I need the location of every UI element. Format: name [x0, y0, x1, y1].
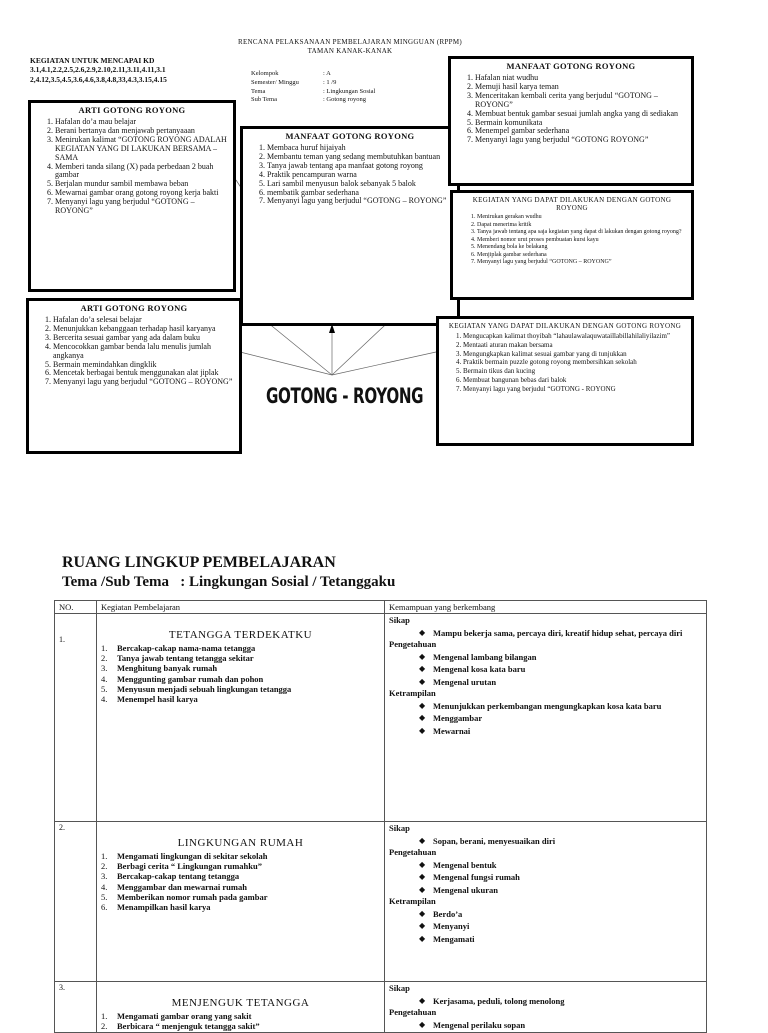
list-item: ◆ Mengenal lambang bilangan — [419, 651, 702, 663]
box-list — [249, 144, 451, 207]
row-number: 2. — [55, 822, 97, 982]
list-item: 4. Memberi tanda silang (X) pada perbedaan 2 buah gambar — [55, 163, 227, 181]
box-title: ARTI GOTONG ROYONG — [80, 303, 188, 313]
list-item: 2. Berbagi cerita “ Lingkungan rumahku” — [101, 861, 262, 872]
list-item: 4. Menempel hasil karya — [101, 693, 198, 704]
kd-line-1: 3.1,4.1,2.2,2.5,2.6,2.9,2.10,2.11,3.11,4.11,3.1 — [30, 65, 166, 75]
list-item: 1. Mengamati lingkungan di sekitar sekolah — [101, 851, 268, 861]
category-label: Pengetahuan — [389, 847, 437, 858]
list-item: 5. Menyusun menjadi sebuah lingkungan tetangga — [101, 683, 292, 694]
center-theme-title: GOTONG - ROYONG — [266, 384, 424, 408]
box-list — [457, 74, 685, 146]
table-row — [55, 614, 707, 822]
list-item: ◆ Menunjukkan perkembangan mengungkapkan kosa kata baru — [419, 700, 702, 712]
category-label: Pengetahuan — [389, 1007, 437, 1018]
box-title: MANFAAT GOTONG ROYONG — [506, 61, 636, 71]
column-header-kegiatan: Kegiatan Pembelajaran — [97, 601, 385, 614]
meta-row: Kelompok : A — [251, 70, 331, 77]
list-item: 1. Hafalan do’a selesai belajar — [53, 316, 233, 325]
list-item: ◆ Berdo’a — [419, 908, 702, 920]
list-item: 1. Mengucapkan kalimat thoyibah “lahaulawalaquwataillabillahilaliyilazim” — [463, 332, 685, 341]
list-item: 5. Bermain tikus dan kucing — [463, 367, 685, 376]
meta-row: Sub Tema : Gotong royong — [251, 96, 366, 104]
list-item: 3. Mengungkapkan kalimat sesuai gambar yang di tunjukkan — [463, 350, 685, 359]
kemampuan-cell — [385, 614, 707, 822]
list-item: 6. membatik gambar sederhana — [267, 189, 451, 198]
list-item: 7. Menyanyi lagu yang berjudul “GOTONG – ROYONG” — [267, 197, 451, 206]
column-header-no: NO. — [55, 601, 97, 614]
list-item: ◆ Sopan, berani, menyesuaikan diri — [419, 835, 702, 847]
box-list — [37, 118, 227, 216]
category-label: Sikap — [389, 615, 410, 625]
list-item: ◆ Mengenal kosa kata baru — [419, 663, 702, 675]
ruang-lingkup-table — [54, 600, 707, 1033]
box-arti-gotong-royong-2 — [26, 298, 242, 454]
list-item: 2. Memuji hasil karya teman — [475, 83, 685, 92]
activity-title: TETANGGA TERDEKATKU — [168, 629, 313, 641]
list-item: 3. Bercerita sesuai gambar yang ada dalam buku — [53, 334, 233, 343]
list-item: 7. Menyanyi lagu yang berjudul “GOTONG – ROYONG” — [55, 198, 227, 216]
connector-line — [332, 352, 436, 375]
list-item: 1. Membaca huruf hijaiyah — [267, 144, 451, 153]
list-item: ◆ Mengenal fungsi rumah — [419, 871, 702, 883]
list-item: ◆ Mengenal ukuran — [419, 884, 702, 896]
list-item: 4. Menggunting gambar rumah dan pohon — [101, 673, 264, 684]
box-arti-gotong-royong-1 — [28, 100, 236, 292]
box-kegiatan-gotong-royong-1 — [450, 190, 694, 300]
category-label: Pengetahuan — [389, 639, 437, 650]
box-manfaat-gotong-royong-2 — [448, 56, 694, 186]
list-item: ◆ Mengamati — [419, 933, 702, 945]
table-row — [55, 822, 707, 982]
activity-cell — [97, 614, 385, 822]
header-line-1: RENCANA PELAKSANAAN PEMBELAJARAN MINGGUAN (RPPM) — [237, 38, 463, 46]
list-item: 4. Praktik bermain puzzle gotong royong membersihkan sekolah — [463, 358, 685, 367]
list-item: 5. Bermain komunikata — [475, 119, 685, 128]
category-label: Sikap — [389, 983, 410, 993]
activity-list — [101, 643, 380, 704]
list-item: 3. Menghitung banyak rumah — [101, 663, 218, 674]
box-list — [445, 332, 685, 393]
activity-list — [101, 851, 380, 912]
list-item: ◆ Mewarnai — [419, 725, 702, 737]
category-label: Sikap — [389, 823, 410, 833]
box-title: MANFAAT GOTONG ROYONG — [285, 131, 415, 141]
category-label: Ketrampilan — [389, 896, 436, 907]
list-item: 2. Membantu teman yang sedang membutuhkan bantuan — [267, 153, 451, 162]
list-item: 2. Tanya jawab tentang tetangga sekitar — [101, 653, 254, 664]
list-item: 4. Mencocokkan gambar benda lalu menulis jumlah angkanya — [53, 343, 233, 361]
list-item: 1. Menirukan gerakan wudhu — [477, 214, 685, 222]
list-item: 1. Hafalan do’a mau belajar — [55, 118, 227, 127]
box-title: KEGIATAN YANG DAPAT DILAKUKAN DENGAN GOTONG ROYONG — [448, 322, 682, 330]
list-item: 2. Mentaati aturan makan bersama — [463, 341, 685, 350]
activity-list — [101, 1011, 380, 1031]
list-item: 2. Berani bertanya dan menjawab pertanyaaan — [55, 127, 227, 136]
kd-title: KEGIATAN UNTUK MENCAPAI KD — [30, 56, 155, 65]
kd-line-2: 2,4.12,3.5,4.5,3.6,4.6,3.8,4.8,33,4.3,3.15,4.15 — [30, 74, 167, 84]
list-item: 4. Membuat bentuk gambar sesuai jumlah angka yang di sediakan — [475, 110, 685, 119]
tema-subtema-line: Tema /Sub Tema : Lingkungan Sosial / Tetanggaku — [62, 574, 396, 590]
list-item: 5. Memberikan nomor rumah pada gambar — [101, 891, 268, 902]
list-item: 7. Menyanyi lagu yang berjudul “GOTONG – ROYONG” — [53, 378, 233, 387]
table-header-row — [55, 601, 707, 614]
column-header-kemampuan: Kemampuan yang berkembang — [385, 601, 707, 614]
box-list — [35, 316, 233, 388]
list-item: 2. Berbicara “ menjenguk tetangga sakit” — [101, 1021, 260, 1032]
list-item: ◆ Mengenal perilaku sopan — [419, 1019, 702, 1031]
box-title: ARTI GOTONG ROYONG — [78, 105, 186, 115]
list-item: 5. Menendang bola ke belakang — [477, 244, 685, 252]
box-kegiatan-gotong-royong-2 — [436, 316, 694, 446]
table-row — [55, 982, 707, 1033]
list-item: 3. Bercakap-cakap tentang tetangga — [101, 871, 240, 882]
list-item: 6. Membuat bangunan bebas dari balok — [463, 376, 685, 385]
list-item: 5. Lari sambil menyusun balok sebanyak 5 balok — [267, 180, 451, 189]
list-item: ◆ Mengenal urutan — [419, 676, 702, 688]
list-item: 7. Menyanyi lagu yang berjudul “GOTONG – ROYONG” — [477, 259, 685, 267]
list-item: 1. Hafalan niat wudhu — [475, 74, 685, 83]
row-number: 3. — [55, 982, 97, 1033]
list-item: 3. Menceritakan kembali cerita yang berjudul “GOTONG – ROYONG” — [475, 92, 685, 110]
list-item: 6. Menampilkan hasil karya — [101, 901, 211, 912]
list-item: 4. Praktik pencampuran warna — [267, 171, 451, 180]
list-item: 1. Bercakap-cakap nama-nama tetangga — [101, 643, 256, 653]
list-item: 4. Menggambar dan mewarnai rumah — [101, 881, 247, 892]
list-item: ◆ Mengenal bentuk — [419, 859, 702, 871]
box-list — [459, 214, 685, 267]
category-label: Ketrampilan — [389, 688, 436, 699]
list-item: ◆ Kerjasama, peduli, tolong menolong — [419, 995, 702, 1007]
header-line-2: TAMAN KANAK-KANAK — [307, 47, 393, 56]
kemampuan-cell — [385, 982, 707, 1033]
activity-cell — [97, 982, 385, 1033]
list-item: 7. Menyanyi lagu yang berjudul “GOTONG ROYONG” — [475, 136, 685, 145]
list-item: ◆ Menggambar — [419, 712, 702, 724]
meta-row: Semester/ Minggu : 1 /9 — [251, 78, 337, 86]
ruang-lingkup-heading: RUANG LINGKUP PEMBELAJARAN — [62, 554, 336, 571]
list-item: 7. Menyanyi lagu yang berjudul “GOTONG - ROYONG — [463, 385, 685, 394]
list-item: ◆ Menyanyi — [419, 920, 702, 932]
activity-title: MENJENGUK TETANGGA — [171, 997, 310, 1009]
activity-title: LINGKUNGAN RUMAH — [177, 837, 304, 849]
list-item: 5. Berjalan mundur sambil membawa beban — [55, 180, 227, 189]
list-item: 5. Bermain memindahkan dingklik — [53, 361, 233, 370]
list-item: 6. Mewarnai gambar orang gotong royong kerja bakti — [55, 189, 227, 198]
list-item: 2. Menunjukkan kebanggaan terhadap hasil karyanya — [53, 325, 233, 334]
box-title: KEGIATAN YANG DAPAT DILAKUKAN DENGAN GOTONG ROYONG — [472, 196, 672, 213]
list-item: 3. Menirukan kalimat “GOTONG ROYONG ADALAH KEGIATAN YANG DI LAKUKAN BERSAMA – SAMA — [55, 136, 227, 163]
meta-row: Tema : Lingkungan Sosial — [251, 87, 376, 95]
list-item: 4. Memberi nomor urut proses pembuatan kursi kayu — [477, 237, 685, 245]
list-item: 6. Mencetak berbagai bentuk menggunakan alat jiplak — [53, 369, 233, 378]
row-number: 1. — [55, 614, 97, 822]
box-manfaat-gotong-royong-1 — [240, 126, 460, 326]
list-item: 2. Dapat menerima kritik — [477, 222, 685, 230]
list-item: 3. Tanya jawab tentang apa saja kegiatan yang dapat di lakukan dengan gotong royong? — [477, 229, 685, 237]
list-item: ◆ Mampu bekerja sama, percaya diri, kreatif hidup sehat, percaya diri — [419, 627, 702, 639]
list-item: 1. Mengamati gambar orang yang sakit — [101, 1011, 252, 1021]
list-item: 6. Menempel gambar sederhana — [475, 127, 685, 136]
list-item: 6. Menjiplak gambar sederhana — [477, 252, 685, 260]
kemampuan-cell — [385, 822, 707, 982]
list-item: 3. Tanya jawab tentang apa manfaat gotong royong — [267, 162, 451, 171]
activity-cell — [97, 822, 385, 982]
